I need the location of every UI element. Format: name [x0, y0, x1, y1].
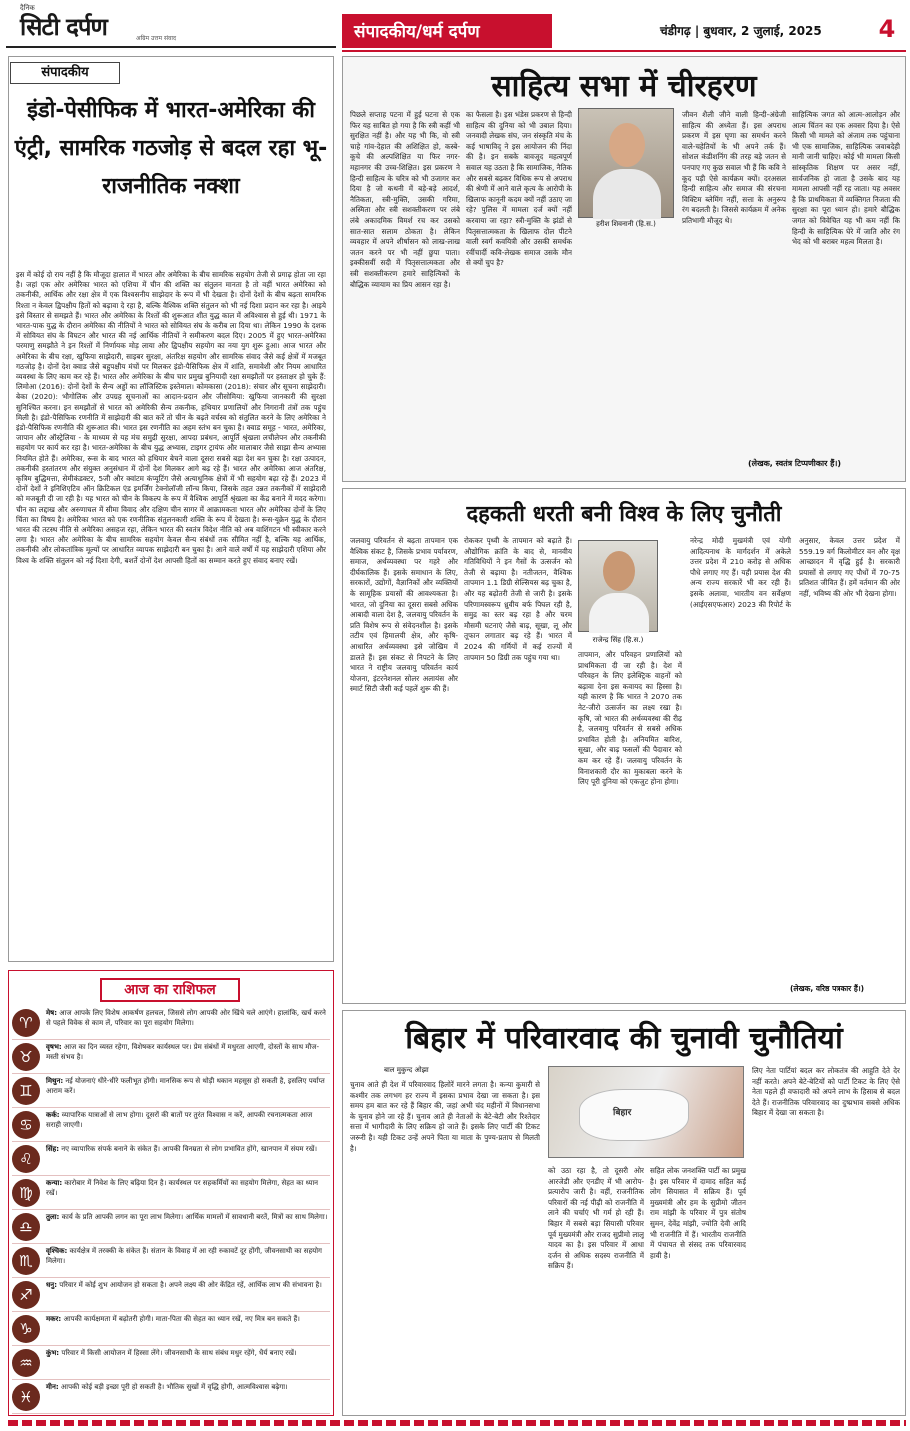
article2-headline: दहकती धरती बनी विश्व के लिए चुनौती [466, 502, 782, 527]
editorial-label: संपादकीय [10, 62, 120, 84]
date-line: चंडीगढ़ | बुधवार, 2 जुलाई, 2025 [660, 24, 822, 38]
zodiac-prediction: कार्य के प्रति आपकी लगन का पूरा लाभ मिलेगा। आर्थिक मामलों में सावधानी बरतें, मित्रों का साथ मिलेगा। [61, 1213, 328, 1221]
zodiac-sign-name: वृश्चिक: [46, 1247, 68, 1255]
zodiac-icon: ♎ [12, 1213, 40, 1241]
rashifal-text [46, 1314, 328, 1324]
section-title: संपादकीय/धर्म दर्पण [342, 14, 552, 48]
rashifal-text [46, 1280, 328, 1290]
map-label: बिहार [613, 1108, 632, 1118]
article3-column-4: सहित लोक जनशक्ति पार्टी का प्रमुख है। इस परिवार में दामाद सहित कई लोग सियासत में सक्रिय हैं। पूर्व मुख्यमंत्री और हम के सुप्रीमो जीतन राम मांझी के परिवार में पुत्र संतोष सुमन, देवेंद्र मांझी, ज्योति देवी आदि भी राजनीति में हैं। भारतीय राजनीति में पंचायत से संसद तक परिवारवाद हावी है। [650, 1166, 746, 1260]
rashifal-row [12, 1244, 330, 1278]
article2-column-2: रोककर पृथ्वी के तापमान को बढ़ाते हैं। औद्योगिक क्रांति के बाद से, मानवीय गतिविधियों ने इन गैसों के उत्सर्जन को तेजी से बढ़ाया है। नतीजतन, वैश्विक तापमान 1.1 डिग्री सेल्सियस बढ़ चुका है, और यह बढ़ोतरी तेजी से जारी है। इसके परिणामस्वरूप ध्रुवीय बर्फ पिघल रही है, समुद्र का स्तर बढ़ रहा है और चरम मौसमी घटनाएं जैसे बाढ़, सूखा, लू और तूफान लगातार बढ़ रहे हैं। भारत में 2024 की गर्मियों में कई राज्यों में तापमान 50 डिग्री तक पहुंच गया था। [464, 536, 572, 662]
masthead-small-text: दैनिक [20, 4, 35, 12]
zodiac-sign-name: धनु: [46, 1281, 57, 1289]
masthead [6, 4, 336, 44]
article2-signature: (लेखक, वरिष्ठ पत्रकार हैं।) [790, 984, 865, 993]
rashifal-row [12, 1278, 330, 1312]
rashifal-row [12, 1040, 330, 1074]
article2-column-3: तापमान, और परिवहन प्रणालियों को प्राथमिकता दी जा रही है। देश में परिवहन के लिए इलेक्ट्रिक वाहनों को बढ़ावा देना इस कवायद का हिस्सा है। यही कारण है कि भारत ने 2070 तक नेट-जीरो उत्सर्जन का लक्ष्य रखा है। कृषि, जो भारत की अर्थव्यवस्था की रीढ़ है, जलवायु परिवर्तन से सबसे अधिक प्रभावित होती है। अनियमित बारिश, सूखा, और बाढ़ फसलों की पैदावार को कम कर रहे हैं। जलवायु परिवर्तन के विनाशकारी दौर का मुकाबला करने के लिए पूरी दुनिया को एकजुट होना होगा। [578, 650, 682, 787]
rashifal-row [12, 1210, 330, 1244]
article2-column-4: नरेन्द्र मोदी मुखमंत्री एवं योगी आदित्यनाथ के मार्गदर्शन में अकेले उत्तर प्रदेश में 210 करोड़ से अधिक पौधे लगाए गए हैं। यही प्रयास देश की अन्य राज्य सरकारें भी कर रही हैं। इसके अलावा, भारतीय वन सर्वेक्षण (आईएसएफआर) 2023 की रिपोर्ट के अनुसार, केवल उत्तर प्रदेश में 559.19 वर्ग किलोमीटर वन और वृक्ष आच्छादन में वृद्धि हुई है। सरकारी प्रयासों से लगाए गए पौधों में 70-75 प्रतिशत जीवित हैं। हमें वर्तमान की ओर नहीं, भविष्य की ओर भी देखना होगा। [690, 536, 900, 609]
article1-column-4: साहित्यिक जगत को आत्म-आलोड़न और आत्म चिंतन का एक अवसर दिया है। ऐसे किसी भी मामले को अंजाम तक पहुंचाना भी एक सामाजिक, साहित्यिक जवाबदेही मानी जानी चाहिए। कोई भी मामला किसी सांस्कृतिक शिक्षण पर असर नहीं, सार्वजनिक हो जाता है उसके बाद यह मामला आपसी नहीं रह जाता। यह अवसर है कि प्राथमिकता में व्यक्तिगत निजता की सुरक्षा का पूरा ध्यान हो। हमारे बौद्धिक जगत को विवेचित यह भी कम नहीं कि हिन्दी के साहित्यिक घेरे में जाति और रंग भेद को भी बराबर महत्व मिलता है। [792, 110, 900, 247]
rashifal-row [12, 1074, 330, 1108]
zodiac-icon: ♑ [12, 1315, 40, 1343]
zodiac-prediction: कार्यक्षेत्र में तरक्की के संकेत हैं। संतान के विवाह में आ रही रुकावटें दूर होंगी, जीवनसाथी का सहयोग मिलेगा। [46, 1247, 322, 1265]
article3-column-1: चुनाव आते ही देश में परिवारवाद हिलोरें मारने लगता है। कन्या कुमारी से कश्मीर तक लगभग हर राज्य में इसका प्रभाव देखा जा सकता है। इस समय हम बात कर रहे हैं बिहार की, जहां अभी चंद महीनों में विधानसभा के चुनाव होने जा रहे हैं। चुनाव आते ही नेताओं के बेटे-बेटी और रिश्तेदार सत्ता में भागीदारी के लिए सक्रिय हो जाते हैं। इसके लिए पार्टी की टिकट जरूरी है। यही टिकट उन्हें अपने पिता या माता के पुण्य-प्रताप से मिलती है। [350, 1080, 540, 1153]
rashifal-text [46, 1348, 328, 1358]
zodiac-icon: ♊ [12, 1077, 40, 1105]
article1-column-2: का फैसला है। इस भंडेस प्रकरण से हिन्दी साहित्य की दुनिया को भी उबाल दिया। जनवादी लेखक संघ, जन संस्कृति मंच के कई भाषाविद् ने इस आयोजन की निंदा की है। इन सबके बावजूद महत्वपूर्ण सवाल यह उठता है कि सामाजिक, नैतिक और सबसे बढ़कर विधिक रूप से अपराध की श्रेणी में आने वाले कृत्य के आरोपी के खिलाफ कानूनी कदम क्यों नहीं उठाए जा रहे? पुलिस में मामला दर्ज क्यों नहीं करवाया जा रहा? स्त्री-मुक्ति के झंडों से पितृसत्तात्मकता के खिलाफ दोल पीटने वाली स्वर्ग कवयित्री और उसकी समर्थक रवींचार्दी कवि-लेखक समाज उसके मौन से क्यों चुप है? [466, 110, 572, 268]
zodiac-prediction: आपकी कार्यक्षमता में बढ़ोतरी होगी। माता-पिता की सेहत का ध्यान रखें, नए मित्र बन सकते हैं। [63, 1315, 300, 1323]
article3-column-2: लिए नेता पार्टियां बदल कर लोकतंत्र की आहुति देते देर नहीं करते। अपने बेटे-बेटियों को पार्टी टिकट के लिए ऐसे नेता पहले ही वफादारी को अपने लाभ के हिसाब से बदल देते हैं। राजनीतिक परिवारवाद का दुष्प्रभाव सबसे अधिक बिहार में देखा जा सकता है। [752, 1066, 900, 1118]
zodiac-icon: ♐ [12, 1281, 40, 1309]
bihar-map-image [548, 1066, 744, 1158]
article2-column-1: जलवायु परिवर्तन से बढ़ता तापमान एक वैश्विक संकट है, जिसके प्रभाव पर्यावरण, समाज, अर्थव्यवस्था पर गहरे और दीर्घकालिक हैं। इसके समाधान के लिए, सरकारों, उद्योगों, वैज्ञानिकों और व्यक्तियों के सामूहिक प्रयासों की आवश्यकता है। भारत, जो दुनिया का दूसरा सबसे अधिक आबादी वाला देश है, जलवायु परिवर्तन के प्रति विशेष रूप से संवेदनशील है। इसके तटीय एवं हिमालयी क्षेत्र, और कृषि-आधारित अर्थव्यवस्था इसे जोखिम में डालते हैं। इस संकट से निपटने के लिए भारत ने राष्ट्रीय जलवायु परिवर्तन कार्य योजना, इंटरनेशनल सोलर अलायंस और स्मार्ट सिटी जैसी कई पहलें शुरू की हैं। [350, 536, 458, 694]
masthead-rule [6, 46, 336, 48]
editorial-body: इस में कोई दो राय नहीं है कि मौजूदा हालात में भारत और अमेरिका के बीच सामरिक सहयोग तेजी से प्रगाढ़ होता जा रहा है। जहां एक ओर अमेरिका भारत को एशिया में चीन की शक्ति का संतुलन मानता है तो वहीं भारत अमेरिका को तकनीकी, आर्थिक और रक्षा क्षेत्र में एक विश्वसनीय साझेदार के रूप में भी देखता है। दोनों देशों के बीच बढ़ता सामरिक रिश्ता न केवल द्विपक्षीय हितों को बढ़ावा दे रहा है, बल्कि वैश्विक शक्ति संतुलन को भी नई दिशा प्रदान कर रहा है। आइये इसे विस्तार से समझते हैं। भारत और अमेरिका के रिश्तों की शुरूआत शीत युद्ध काल में अविश्वास से हुई थी। 1971 के भारत-पाक युद्ध के दौरान अमेरिका की नीतियों ने भारत को सोवियत संघ के करीब ला दिया था। लेकिन 1990 के दशक में सोवियत संघ के विघटन और भारत की नई आर्थिक नीतियों ने समीकरण बदल दिए। 2005 में हुए भारत-अमेरिका परमाणु समझौते ने इन रिश्तों में निर्णायक मोड़ लाया और द्विपक्षीय सहयोग का नया युग शुरू हुआ। आज भारत और अमेरिका के बीच रक्षा, खुफिया साझेदारी, साइबर सुरक्षा, अंतरिक्ष सहयोग और सामरिक संवाद जैसे कई क्षेत्रों में मजबूत गठजोड़ है। दोनों देश क्वाड जैसे बहुपक्षीय मंचों पर मिलकर इंडो-पैसिफिक क्षेत्र में शांति, समावेशी और नियम आधारित व्यवस्था के लिए काम कर रहे हैं। भारत और अमेरिका के बीच चार प्रमुख बुनियादी रक्षा समझौतों पर हस्ताक्षर हो चुके हैं: लिमोआ (2016): दोनों देशों के सैन्य अड्डों का लॉजिस्टिक इस्तेमाल। कोमकासा (2018): संचार और सूचना साझेदारी। बेका (2020): भौगोलिक और उपग्रह सूचनाओं का आदान-प्रदान और जीसोमिया: खुफिया जानकारी की सुरक्षा सुनिश्चित करना। इन समझौतों से भारत को अमेरिकी सैन्य तकनीक, हथियार प्रणालियों और निगरानी तंत्रों तक पहुंच मिली है। इंडो-पैसिफिक रणनीति में साझेदारी की बात करें तो चीन के बढ़ते वर्चस्व को संतुलित करने के लिए अमेरिका ने इंडो-पैसिफिक रणनीति की शुरूआत की। भारत इस रणनीति का अहम स्तंभ बन चुका है। क्वाड समूह - भारत, अमेरिका, जापान और ऑस्ट्रेलिया - के माध्यम से यह मंच समुद्री सुरक्षा, आपदा प्रबंधन, आपूर्ति श्रृंखला लचीलेपन और तकनीकी सहयोग पर कार्य कर रहा है। भारत-अमेरिका के बीच युद्ध अभ्यास, टाइगर ट्रायंफ और मालाबार जैसे साझा सैन्य अभ्यास नियमित होते हैं। अमेरिका, रूस के बाद भारत को हथियार बेचने वाला दूसरा सबसे बड़ा देश बन चुका है। रक्षा उत्पादन, तकनीकी हस्तांतरण और संयुक्त अनुसंधान में दोनों देश मिलकर आगे बढ़ रहे हैं। भारत और अमेरिका आज अंतरिक्ष, कृत्रिम बुद्धिमत्ता, सेमीकंडक्टर, 5जी और क्वांटम कंप्यूटिंग जैसे अत्याधुनिक क्षेत्रों में भी सहयोग बढ़ा रहे हैं। 2023 में दोनों देशों ने इनिशिएटिव ऑन क्रिटिकल एंड इमर्जिंग टेक्नोलॉजी लॉन्च किया, जिसके तहत उन्नत तकनीकों में साझेदारी को मजबूती दी जा रही है। यह भारत को चीन के विकल्प के रूप में वैश्विक आपूर्ति श्रृंखला का केंद्र बनाने में मदद करेगा। चीन का लद्दाख और अरुणाचल में सीमा विवाद और दक्षिण चीन सागर में आक्रामकता भारत और अमेरिका दोनों के लिए चिंता का विषय है। अमेरिका भारत को एक रणनीतिक संतुलनकारी शक्ति के रूप में देखता है। रूस-यूक्रेन युद्ध के दौरान भारत की तटस्थ नीति से अमेरिका असहज रहा, लेकिन भारत की स्वतंत्र विदेश नीति को अब वाशिंगटन भी स्वीकार करने लगा है। भारत और अमेरिका के बीच सामरिक सहयोग केवल सैन्य संबंधों तक सीमित नहीं है, बल्कि यह आर्थिक, तकनीकी और लोकतांत्रिक मूल्यों पर आधारित व्यापक साझेदारी बन चुका है। आने वाले वर्षों में यह साझेदारी एशिया और विश्व के शक्ति संतुलन को नई दिशा देगी, बशर्ते दोनों देश आपसी हितों का सम्मान करते हुए संवाद बनाए रखें। [16, 270, 326, 565]
rashifal-row [12, 1176, 330, 1210]
page-number: 4 [878, 15, 896, 43]
zodiac-sign-name: मिथुन: [46, 1077, 64, 1085]
zodiac-prediction: आज का दिन व्यस्त रहेगा, विशेषकर कार्यस्थल पर। प्रेम संबंधों में मधुरता आएगी, दोस्तों के साथ मौज-मस्ती संभव है। [46, 1043, 320, 1061]
article1-column-3: जीवन शैली जीने वाली हिन्दी-अंग्रेजी साहित्य की अध्येता हैं। इस अपराध प्रकरण में इस घृणा का समर्थन करने वाले-चहेतियों के भी अपने तर्क हैं। सोशल कंडीशनिंग की तरह बड़े जतन से पनपाए गए कुछ सवाल भी हैं कि कवि ने कूद पड़ी ऐसे कार्यक्रम क्यों। दरअसल हिन्दी साहित्य और समाज की संरचना विक्टिम ब्लेमिंग नहीं, सत्ता के अनुरूप रंग बदलती है। जिससे कार्यक्रम में अनेक प्रतिभागी मौजूद थे। [682, 110, 786, 225]
zodiac-icon: ♉ [12, 1043, 40, 1071]
rashifal-row [12, 1346, 330, 1380]
editorial-headline: इंडो-पेसीफिक में भारत-अमेरिका की एंट्री, सामरिक गठजोड़ से बदल रहा भू-राजनीतिक नक्शा [14, 98, 328, 199]
map-shape [579, 1089, 689, 1141]
zodiac-sign-name: मकर: [46, 1315, 62, 1323]
rashifal-text [46, 1076, 328, 1096]
footer-strip [8, 1420, 906, 1426]
zodiac-sign-name: तुला: [46, 1213, 60, 1221]
zodiac-prediction: नए व्यापारिक संपर्क बनाने के संकेत हैं। आपकी विनम्रता से लोग प्रभावित होंगे, खानपान में संयम रखें। [61, 1145, 318, 1153]
zodiac-sign-name: सिंह: [46, 1145, 60, 1153]
rashifal-row [12, 1142, 330, 1176]
zodiac-sign-name: कर्क: [46, 1111, 60, 1119]
zodiac-prediction: परिवार में किसी आयोजन में हिस्सा लेंगे। जीवनसाथी के साथ संबंध मधुर रहेंगे, धैर्य बनाए रखें। [61, 1349, 297, 1357]
zodiac-icon: ♒ [12, 1349, 40, 1377]
rashifal-text [46, 1110, 328, 1130]
rashifal-text [46, 1144, 328, 1154]
rashifal-title: आज का राशिफल [100, 978, 240, 1002]
author-photo-2 [578, 540, 658, 632]
zodiac-icon: ♍ [12, 1179, 40, 1207]
rashifal-text [46, 1382, 328, 1392]
zodiac-prediction: नई योजनाएं धीरे-धीरे फलीभूत होंगी। मानसिक रूप से थोड़ी थकान महसूस हो सकती है, इसलिए पर्याप्त आराम करें। [46, 1077, 325, 1095]
article2-photo-caption: राजेन्द्र सिंह (हि.स.) [592, 636, 644, 644]
zodiac-prediction: व्यापारिक यात्राओं से लाभ होगा। दूसरों की बातों पर तुरंत विश्वास न करें, आपकी रचनात्मकता आज सराही जाएगी। [46, 1111, 313, 1129]
article1-photo-caption: हरीश शिवनानी (हि.स.) [596, 220, 656, 228]
article3-column-3: को उठा रहा है, तो दूसरी ओर आरजेडी और एनडीए में भी आरोप-प्रत्यारोप जारी है। वहीं, राजनीतिक परिवारों की नई पीढ़ी को राजनीति में लाने की चर्चाएं भी गर्म हो रही हैं। बिहार में सबसे बड़ा सियासी परिवार पूर्व मुख्यमंत्री और राजद सुप्रीमो लालू यादव का है। इस परिवार में आधा दर्जन से अधिक सदस्य राजनीति में सक्रिय हैं। [548, 1166, 644, 1271]
zodiac-icon: ♓ [12, 1383, 40, 1411]
rashifal-row [12, 1108, 330, 1142]
zodiac-sign-name: कन्या: [46, 1179, 63, 1187]
zodiac-icon: ♋ [12, 1111, 40, 1139]
author-photo-1 [578, 108, 674, 218]
zodiac-sign-name: मीन: [46, 1383, 59, 1391]
zodiac-icon: ♈ [12, 1009, 40, 1037]
article3-headline: बिहार में परिवारवाद की चुनावी चुनौतियां [405, 1021, 843, 1056]
zodiac-prediction: आज आपके लिए विशेष आकर्षण हलचल, जिससे लोग आपकी ओर खिंचे चले आएंगे। हालांकि, खर्च करने से पहले विवेक से काम लें, परिवार का पूरा सहयोग मिलेगा। [46, 1009, 326, 1027]
rashifal-text [46, 1008, 328, 1028]
rashifal-row [12, 1312, 330, 1346]
article1-headline: साहित्य सभा में चीरहरण [491, 69, 757, 104]
zodiac-icon: ♏ [12, 1247, 40, 1275]
zodiac-sign-name: वृषभ: [46, 1043, 62, 1051]
zodiac-sign-name: कुंभ: [46, 1349, 60, 1357]
zodiac-sign-name: मेष: [46, 1009, 58, 1017]
article3-byline: बाल मुकुन्द ओझा [384, 1066, 429, 1074]
article1-signature: (लेखक, स्वतंत्र टिप्पणीकार हैं।) [748, 459, 842, 468]
article1-column-1: पिछले सप्ताह पटना में हुई घटना से एक फिर यह साबित हो गया है कि स्त्री कहीं भी सुरक्षित नहीं है। और यह भी कि, वो स्त्री चाहे गांव-देहात की अशिक्षित हो, कस्बे-कूचे की अल्पशिक्षित या फिर नगर-महानगर की उच्च-शिक्षित। इस प्रकरण ने हिन्दी साहित्य के चरित्र को भी उजागर कर दिया है जो कथनी में बड़े-बड़े आदर्श, नैतिकता, स्त्री-मुक्ति, उसकी गरिमा, अस्मिता और स्त्री सशक्तीकरण पर लंबे लंबे अकादमिक विमर्श रच कर उसको सात-सात सलाम ठोकता है। लेकिन व्यवहार में अपने शीर्षासन को लाख-लाख जतन करने पर भी नहीं छुपा पाता। इक्कीसवीं सदी में पितृसत्तात्मकता और स्त्री सशक्तीकरण हमारे साहित्यिकों के बौद्धिक व्यायाम का प्रिय आसन रहा है। [350, 110, 460, 289]
zodiac-prediction: परिवार में कोई शुभ आयोजन हो सकता है। अपने लक्ष्य की ओर केंद्रित रहें, आर्थिक लाभ की संभावना है। [59, 1281, 322, 1289]
zodiac-prediction: आपकी कोई बड़ी इच्छा पूरी हो सकती है। भौतिक सुखों में वृद्धि होगी, आत्मविश्वास बढ़ेगा। [60, 1383, 288, 1391]
rashifal-text [46, 1042, 328, 1062]
rashifal-row [12, 1380, 330, 1414]
header-rule [342, 50, 906, 52]
masthead-tagline: अग्रिम उत्तम संवाद [136, 35, 177, 42]
masthead-title: सिटी दर्पण [20, 13, 107, 41]
rashifal-text [46, 1178, 328, 1198]
rashifal-text [46, 1212, 328, 1222]
zodiac-prediction: कारोबार में निवेश के लिए बढ़िया दिन है। कार्यस्थल पर सहकर्मियों का सहयोग मिलेगा, सेहत का ध्यान रखें। [46, 1179, 319, 1197]
zodiac-icon: ♌ [12, 1145, 40, 1173]
rashifal-row [12, 1006, 330, 1040]
rashifal-text [46, 1246, 328, 1266]
